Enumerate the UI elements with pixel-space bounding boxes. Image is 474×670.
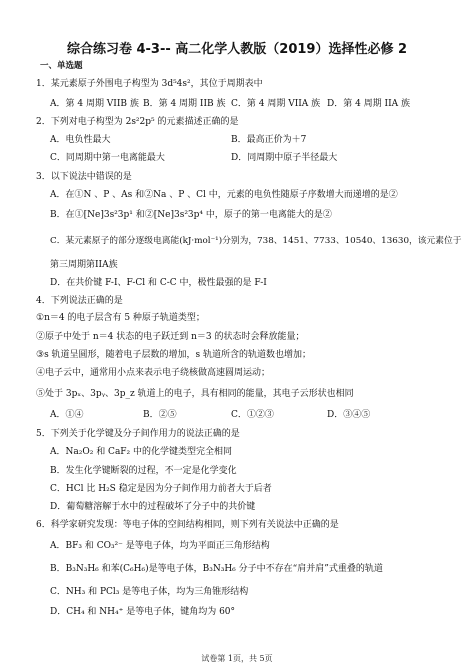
question-4-option-b: B．②⑤ [143, 410, 177, 420]
question-5-stem: 5．下列关于化学键及分子间作用力的说法正确的是 [36, 429, 240, 439]
question-4-statement-2: ②原子中处于 n＝4 状态的电子跃迁到 n＝3 的状态时会释放能量； [36, 332, 305, 342]
question-1-stem: 1．某元素原子外围电子构型为 3d⁵4s²，其位于周期表中 [36, 79, 263, 89]
question-1-option-d: D．第 4 周期 IIA 族 [327, 99, 410, 109]
question-4-statement-3: ③s 轨道呈圆形，随着电子层数的增加，s 轨道所含的轨道数也增加； [36, 350, 312, 360]
question-4-option-a: A．①④ [50, 410, 84, 420]
question-4-option-c: C．①②③ [231, 410, 274, 420]
question-2-stem: 2．下列对电子构型为 2s²2p⁵ 的元素描述正确的是 [36, 117, 239, 127]
question-2-option-b: B．最高正价为＋7 [231, 135, 307, 145]
question-4-statement-1: ①n＝4 的电子层含有 5 种原子轨道类型； [36, 313, 205, 323]
page-title: 综合练习卷 4-3-- 高二化学人教版（2019）选择性必修 2 [66, 42, 408, 57]
question-2-option-d: D．同周期中原子半径最大 [231, 153, 338, 163]
question-5-option-a: A．Na₂O₂ 和 CaF₂ 中的化学键类型完全相同 [50, 447, 233, 457]
question-6-option-a: A．BF₃ 和 CO₃²⁻ 是等电子体，均为平面正三角形结构 [50, 541, 270, 551]
question-5-option-b: B．发生化学键断裂的过程，不一定是化学变化 [50, 466, 237, 476]
question-4-stem: 4．下列说法正确的是 [36, 296, 123, 306]
question-5-option-d: D．葡萄糖溶解于水中的过程破坏了分子中的共价键 [50, 502, 256, 512]
question-1-option-a: A．第 4 周期 VIIB 族 [50, 99, 139, 109]
question-1-option-c: C．第 4 周期 VIIA 族 [231, 99, 321, 109]
question-4-option-d: D．③④⑤ [327, 410, 371, 420]
question-4-statement-4: ④电子云中，通常用小点来表示电子绕核做高速圆周运动； [36, 368, 271, 378]
question-3-option-d: D．在共价键 F-I、F-Cl 和 C-C 中，极性最强的是 F-I [50, 278, 267, 288]
question-6-stem: 6．科学家研究发现：等电子体的空间结构相同，则下列有关说法中正确的是 [36, 520, 339, 530]
question-5-option-c: C．HCl 比 H₂S 稳定是因为分子间作用力前者大于后者 [50, 484, 272, 494]
question-6-option-c: C．NH₃ 和 PCl₃ 是等电子体，均为三角锥形结构 [50, 587, 249, 597]
question-6-option-d: D．CH₄ 和 NH₄⁺ 是等电子体，键角均为 60° [50, 607, 236, 617]
question-2-option-c: C．同周期中第一电离能最大 [50, 153, 165, 163]
question-3-option-b: B．在①[Ne]3s²3p¹ 和②[Ne]3s²3p⁴ 中，原子的第一电离能大的是② [50, 210, 332, 220]
question-3-option-c: C．某元素原子的部分逐级电离能(kJ·mol⁻¹)分别为，738、1451、7733、10540、13630，该元素位于 [50, 236, 462, 246]
question-6-option-b: B．B₃N₃H₆ 和苯(C₆H₆)是等电子体，B₃N₃H₆ 分子中不存在“肩并肩”式重叠的轨道 [50, 564, 383, 574]
question-3-stem: 3．以下说法中错误的是 [36, 172, 132, 182]
question-3-option-a: A．在①N 、P 、As 和②Na 、P 、Cl 中，元素的电负性随原子序数增大而递增的是② [50, 190, 398, 200]
question-4-statement-5: ⑤处于 3pₓ、3pᵧ、3p_z 轨道上的电子，具有相同的能量，其电子云形状也相同 [36, 389, 354, 399]
question-2-option-a: A．电负性最大 [50, 135, 111, 145]
page-footer: 试卷第 1页，共 5页 [201, 654, 273, 663]
question-1-option-b: B．第 4 周期 IIB 族 [143, 99, 226, 109]
section-heading: 一、单选题 [40, 61, 83, 71]
question-3-option-c-continued: 第三周期第IIA族 [50, 260, 118, 270]
